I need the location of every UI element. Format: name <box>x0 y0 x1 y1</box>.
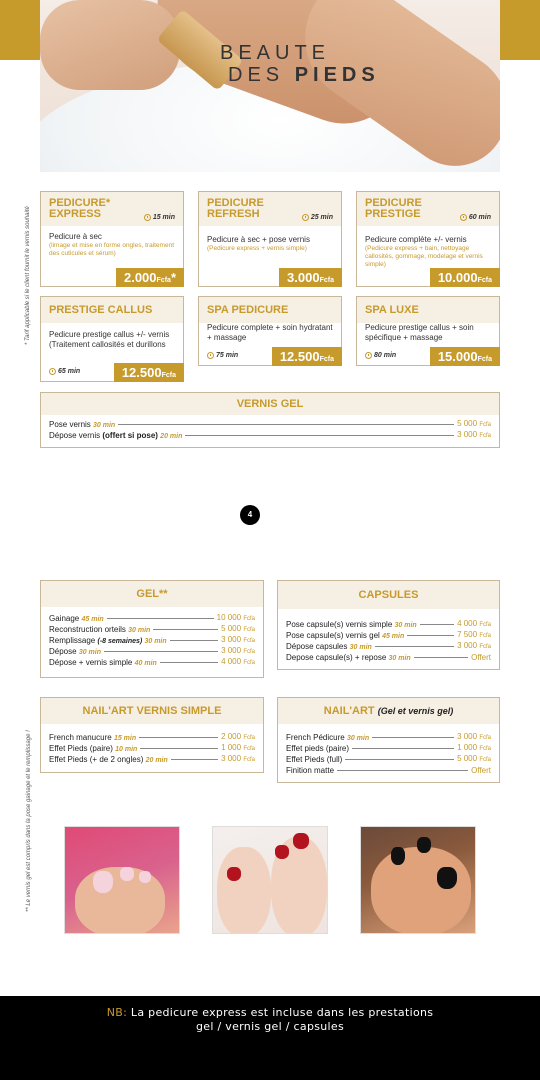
price-row: Dépose capsules 30 min 3 000 Fcfa <box>286 641 491 651</box>
gold-accent-left <box>0 0 40 60</box>
card-header <box>199 297 341 323</box>
card-description: Pedicure prestige callus + soin spécifique + massage <box>365 323 474 342</box>
card-pedicure-express <box>40 191 184 287</box>
price-row: Pose capsule(s) vernis simple 30 min 4 000 Fcfa <box>286 619 491 629</box>
card-price: 15.000Fcfa <box>430 347 500 366</box>
price-row: Effet Pieds (paire) 10 min 1 000 Fcfa <box>49 743 255 753</box>
nb-label: NB: <box>106 1006 128 1019</box>
card-duration: 65 min <box>49 368 80 375</box>
card-header <box>199 192 341 226</box>
price-row: Effet Pieds (+ de 2 ongles) 20 min 3 000 Fcfa <box>49 754 255 764</box>
price-row: Dépose 30 min 3 000 Fcfa <box>49 646 255 656</box>
card-spa-pedicure <box>198 296 342 366</box>
card-header <box>41 297 183 323</box>
clock-icon <box>460 214 467 221</box>
section-gel <box>40 580 264 678</box>
card-header <box>357 297 499 323</box>
side-note-bottom: ** Le vernis gel est compris dans la pose gainage et le remplissage ! <box>26 730 32 912</box>
photo-black-toenails <box>360 826 476 934</box>
section-nailart-vernis-simple <box>40 697 264 773</box>
card-description: Pedicure à sec + pose vernis (Pedicure express + vernis simple) <box>207 235 310 252</box>
footer-note <box>0 996 540 1080</box>
section-title: NAIL'ART (Gel et vernis gel) <box>278 698 499 724</box>
card-price: 12.500Fcfa <box>114 363 184 382</box>
hand <box>40 0 180 90</box>
card-duration: 60 min <box>460 214 491 221</box>
card-pedicure-prestige <box>356 191 500 287</box>
section-nailart-gel <box>277 697 500 783</box>
price-row: Effet pieds (paire) 1 000 Fcfa <box>286 743 491 753</box>
price-row: Gainage 45 min 10 000 Fcfa <box>49 613 255 623</box>
price-row: French Pédicure 30 min 3 000 Fcfa <box>286 732 491 742</box>
section-title: CAPSULES <box>278 581 499 609</box>
side-note-top: * Tarif applicable si le client fournit le vernis souhaité <box>25 206 31 345</box>
price-row: French manucure 15 min 2 000 Fcfa <box>49 732 255 742</box>
price-row: Finition matte Offert <box>286 766 491 775</box>
price-row: Pose vernis 30 min 5 000 Fcfa <box>49 419 491 429</box>
card-prestige-callus <box>40 296 184 382</box>
price-row: Remplissage (-8 semaines) 30 min 3 000 Fcfa <box>49 635 255 645</box>
price-row: Dépose + vernis simple 40 min 4 000 Fcfa <box>49 657 255 667</box>
clock-icon <box>302 214 309 221</box>
card-duration: 75 min <box>207 352 238 359</box>
section-capsules <box>277 580 500 670</box>
card-price: 3.000Fcfa <box>279 268 342 287</box>
price-row: Effet Pieds (full) 5 000 Fcfa <box>286 754 491 764</box>
title-line2-bold: PIEDS <box>294 64 380 86</box>
section-vernis-gel <box>40 392 500 448</box>
section-title: GEL** <box>41 581 263 607</box>
price-row: Reconstruction orteils 30 min 5 000 Fcfa <box>49 624 255 634</box>
card-title: PEDICURE* EXPRESS <box>49 197 111 220</box>
footer-line1: La pedicure express est incluse dans les prestations <box>130 1006 434 1019</box>
title-line1: BEAUTE <box>220 42 331 64</box>
title-line2-light: DES <box>228 64 285 86</box>
card-description: Pedicure prestige callus +/- vernis (Traitement callosités et durillons <box>49 330 170 349</box>
card-duration: 15 min <box>144 214 175 221</box>
card-pedicure-refresh <box>198 191 342 287</box>
page-title <box>220 42 380 86</box>
card-description: Pedicure complete + soin hydratant + massage <box>207 323 333 342</box>
photo-pink-toenails <box>64 826 180 934</box>
card-price: 12.500Fcfa <box>272 347 342 366</box>
gold-accent-right <box>500 0 540 60</box>
card-title: SPA PEDICURE <box>207 304 289 316</box>
price-row: Dépose vernis (offert si pose) 20 min 3 000 Fcfa <box>49 430 491 440</box>
card-title: PEDICURE REFRESH <box>207 197 264 220</box>
card-price: 2.000Fcfa* <box>116 268 184 287</box>
hero-image-foot-bath <box>40 0 500 172</box>
card-title: SPA LUXE <box>365 304 419 316</box>
card-description: Pedicure à sec (limage et mise en forme ongles, traitement des cuticules et sérum) <box>49 232 174 257</box>
footer-line2: gel / vernis gel / capsules <box>195 1020 344 1033</box>
clock-icon <box>207 352 214 359</box>
clock-icon <box>144 214 151 221</box>
clock-icon <box>49 368 56 375</box>
card-title: PRESTIGE CALLUS <box>49 304 153 316</box>
card-duration: 80 min <box>365 352 396 359</box>
card-title: PEDICURE PRESTIGE <box>365 197 422 220</box>
card-description: Pedicure complète +/- vernis (Pedicure express + bain, nettoyage callosités, gommage, modelage et vernis simple) <box>365 235 483 268</box>
card-header <box>357 192 499 226</box>
page-number: 4 <box>240 505 260 525</box>
photo-red-toenails <box>212 826 328 934</box>
price-row: Pose capsule(s) vernis gel 45 min 7 500 Fcfa <box>286 630 491 640</box>
card-header <box>41 192 183 226</box>
price-row: Depose capsule(s) + repose 30 min Offert <box>286 652 491 662</box>
section-title: VERNIS GEL <box>41 393 499 415</box>
section-title: NAIL'ART VERNIS SIMPLE <box>41 698 263 724</box>
card-price: 10.000Fcfa <box>430 268 500 287</box>
clock-icon <box>365 352 372 359</box>
card-duration: 25 min <box>302 214 333 221</box>
card-spa-luxe <box>356 296 500 366</box>
